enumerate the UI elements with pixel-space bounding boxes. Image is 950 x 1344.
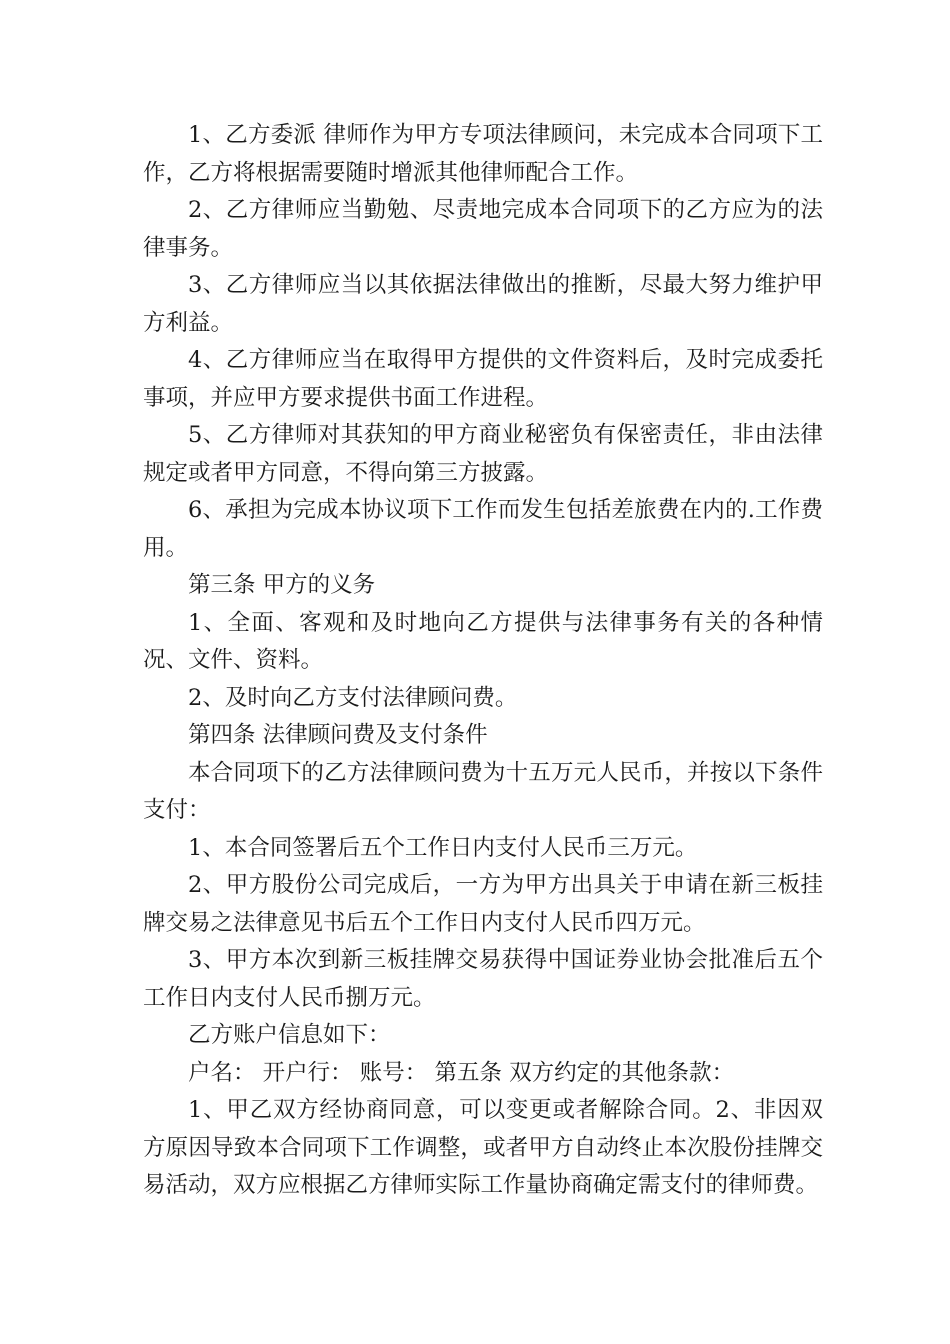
paragraph-9: 2、及时向乙方支付法律顾问费。 xyxy=(188,684,518,711)
paragraph-2: 2、乙方律师应当勤勉、尽责地完成本合同项下的乙方应为的法律事务。 xyxy=(143,197,823,261)
paragraph-11: 本合同项下的乙方法律顾问费为十五万元人民币，并按以下条件支付： xyxy=(143,759,823,823)
paragraph-14: 3、甲方本次到新三板挂牌交易获得中国证券业协会批准后五个工作日内支付人民币捌万元。 xyxy=(143,947,823,1011)
paragraph-6: 6、承担为完成本协议项下工作而发生包括差旅费在内的.工作费用。 xyxy=(143,497,823,561)
paragraph-13: 2、甲方股份公司完成后，一方为甲方出具关于申请在新三板挂牌交易之法律意见书后五个工作日内支付人民币四万元。 xyxy=(143,872,823,936)
paragraph-3: 3、乙方律师应当以其依据法律做出的推断，尽最大努力维护甲方利益。 xyxy=(143,272,823,336)
section-heading-4: 第四条 法律顾问费及支付条件 xyxy=(188,722,488,748)
paragraph-17: 1、甲乙双方经协商同意，可以变更或者解除合同。2、非因双方原因导致本合同项下工作调整，或者甲方自动终止本次股份挂牌交易活动，双方应根据乙方律师实际工作量协商确定需支付的律师费。 xyxy=(143,1097,823,1198)
paragraph-1: 1、乙方委派 律师作为甲方专项法律顾问，未完成本合同项下工作，乙方将根据需要随时增派其他律师配合工作。 xyxy=(143,122,823,186)
paragraph-12: 1、本合同签署后五个工作日内支付人民币三万元。 xyxy=(188,834,698,861)
paragraph-16: 户名： 开户行： 账号： 第五条 双方约定的其他条款： xyxy=(188,1059,735,1086)
paragraph-4: 4、乙方律师应当在取得甲方提供的文件资料后，及时完成委托事项，并应甲方要求提供书面工作进程。 xyxy=(143,347,823,411)
paragraph-8: 1、全面、客观和及时地向乙方提供与法律事务有关的各种情况、文件、资料。 xyxy=(143,609,823,673)
document-page xyxy=(143,117,823,1205)
paragraph-5: 5、乙方律师对其获知的甲方商业秘密负有保密责任，非由法律规定或者甲方同意，不得向第三方披露。 xyxy=(143,422,823,486)
paragraph-15: 乙方账户信息如下： xyxy=(188,1022,391,1048)
section-heading-3: 第三条 甲方的义务 xyxy=(188,572,376,598)
